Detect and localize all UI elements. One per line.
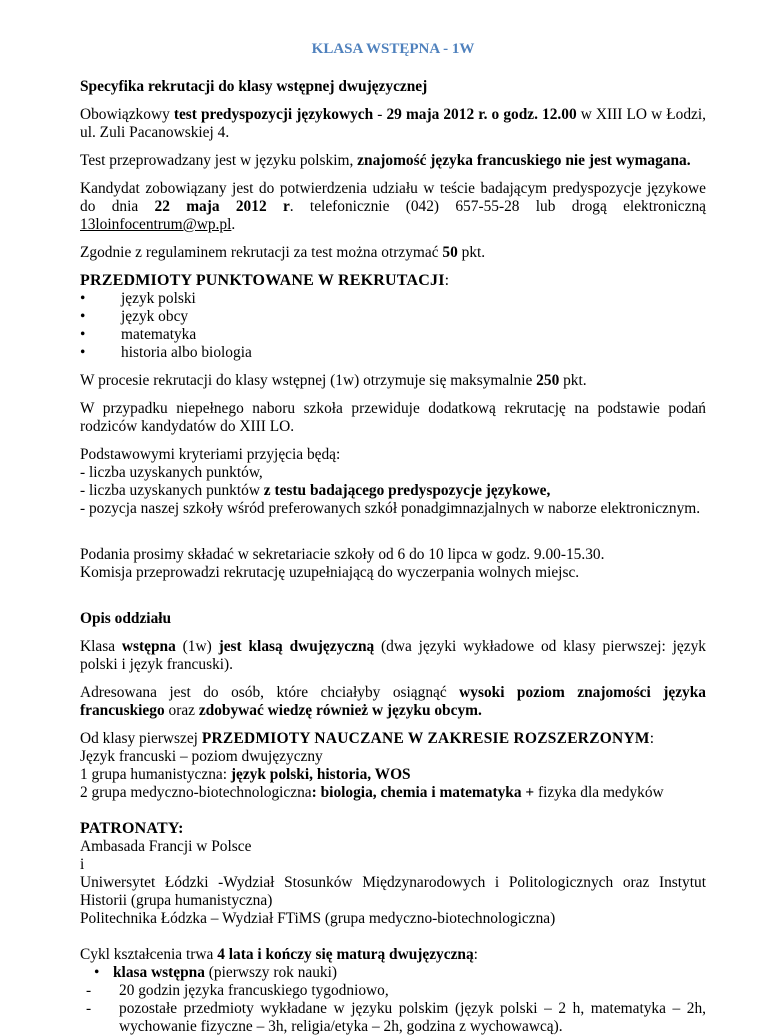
max-points-paragraph: W procesie rekrutacji do klasy wstępnej (1w) otrzymuje się maksymalnie 250 pkt.: [80, 372, 587, 389]
applications-line: Komisja przeprowadzi rekrutację uzupełniającą do wyczerpania wolnych miejsc.: [80, 564, 580, 581]
list-item: - 20 godzin języka francuskiego tygodniowo,: [80, 982, 706, 1000]
patron-line: i: [80, 856, 85, 873]
nabor-paragraph: W przypadku niepełnego naboru szkoła przewiduje dodatkową rekrutację na podstawie podań rodziców kandydatów do XIII LO.: [80, 400, 706, 435]
applications-line: Podania prosimy składać w sekretariacie szkoły od 6 do 10 lipca w godz. 9.00-15.30.: [80, 546, 605, 563]
list-item: • język obcy: [80, 308, 706, 326]
list-item: • klasa wstępna (pierwszy rok nauki): [94, 964, 706, 982]
list-item: • historia albo biologia: [80, 344, 706, 362]
extended-line: Język francuski – poziom dwujęzyczny: [80, 748, 323, 765]
cykl-list: [94, 964, 706, 1036]
extended-line: 2 grupa medyczno-biotechnologiczna: biologia, chemia i matematyka + fizyka dla medyków: [80, 784, 664, 801]
opis-paragraph-1: Klasa wstępna (1w) jest klasą dwujęzyczną (dwa języki wykładowe od klasy pierwszej: język polski i język francuski).: [80, 638, 706, 673]
language-info-paragraph: Test przeprowadzany jest w języku polskim, znajomość języka francuskiego nie jest wymagana.: [80, 152, 691, 169]
opis-extended-subjects: Od klasy pierwszej PRZEDMIOTY NAUCZANE W ZAKRESIE ROZSZERZONYM: Język francuski – poziom dwujęzyczny 1 grupa humanistyczna: język polski, historia, WOS 2 grupa medyczno-biotechnologiczna: biologia, chemia i matematyka + fizyka dla medyków: [80, 730, 706, 802]
patronaty-heading: PATRONATY:: [80, 820, 184, 837]
criteria-item: - liczba uzyskanych punktów,: [80, 464, 263, 481]
list-item: • język polski: [80, 290, 706, 308]
specyfika-heading: Specyfika rekrutacji do klasy wstępnej dwujęzycznej: [80, 78, 428, 95]
cykl-intro: Cykl kształcenia trwa 4 lata i kończy się maturą dwujęzyczną:: [80, 946, 478, 963]
criteria-item: - pozycja naszej szkoły wśród preferowanych szkół ponadgimnazjalnych w naborze elektronicznym.: [80, 500, 701, 517]
patron-line: Uniwersytet Łódzki -Wydział Stosunków Międzynarodowych i Politologicznych oraz Instytut Historii (grupa humanistyczna): [80, 874, 706, 909]
patron-line: Politechnika Łódzka – Wydział FTiMS (grupa medyczno-biotechnologiczna): [80, 910, 556, 927]
test-info-paragraph: Obowiązkowy test predyspozycji językowych - 29 maja 2012 r. o godz. 12.00 w XIII LO w Łodzi, ul. Zuli Pacanowskiej 4.: [80, 106, 707, 141]
patron-line: Ambasada Francji w Polsce: [80, 838, 252, 855]
applications-block: [80, 546, 706, 582]
document-title: KLASA WSTĘPNA - 1W: [311, 41, 475, 57]
subjects-list: [80, 290, 706, 362]
cykl-block: [80, 946, 706, 1036]
patronaty-block: [80, 820, 706, 928]
criteria-item: - liczba uzyskanych punktów z testu badającego predyspozycje językowe,: [80, 482, 551, 499]
confirmation-paragraph: Kandydat zobowiązany jest do potwierdzenia udziału w teście badającym predyspozycje językowe do dnia 22 maja 2012 r. telefonicznie (042) 657-55-28 lub drogą elektroniczną 13loinfocentrum@wp.pl.: [80, 180, 706, 233]
przedmioty-heading: PRZEDMIOTY PUNKTOWANE W REKRUTACJI:: [80, 272, 450, 289]
opis-heading: Opis oddziału: [80, 610, 172, 627]
list-item: • matematyka: [80, 326, 706, 344]
extended-line: 1 grupa humanistyczna: język polski, historia, WOS: [80, 766, 411, 783]
criteria-intro: Podstawowymi kryteriami przyjęcia będą:: [80, 446, 341, 463]
points-paragraph: Zgodnie z regulaminem rekrutacji za test można otrzymać 50 pkt.: [80, 244, 486, 261]
criteria-block: [80, 446, 706, 518]
list-item: - pozostałe przedmioty wykładane w języku polskim (język polski – 2 h, matematyka – 2h, wychowanie fizyczne – 3h, religia/etyka – 2h, godzina z wychowawcą).: [80, 1000, 706, 1036]
email-link[interactable]: 13loinfocentrum@wp.pl: [80, 216, 232, 233]
opis-paragraph-2: Adresowana jest do osób, które chciałyby osiągnąć wysoki poziom znajomości języka francuskiego oraz zdobywać wiedzę również w języku obcym.: [80, 684, 706, 719]
